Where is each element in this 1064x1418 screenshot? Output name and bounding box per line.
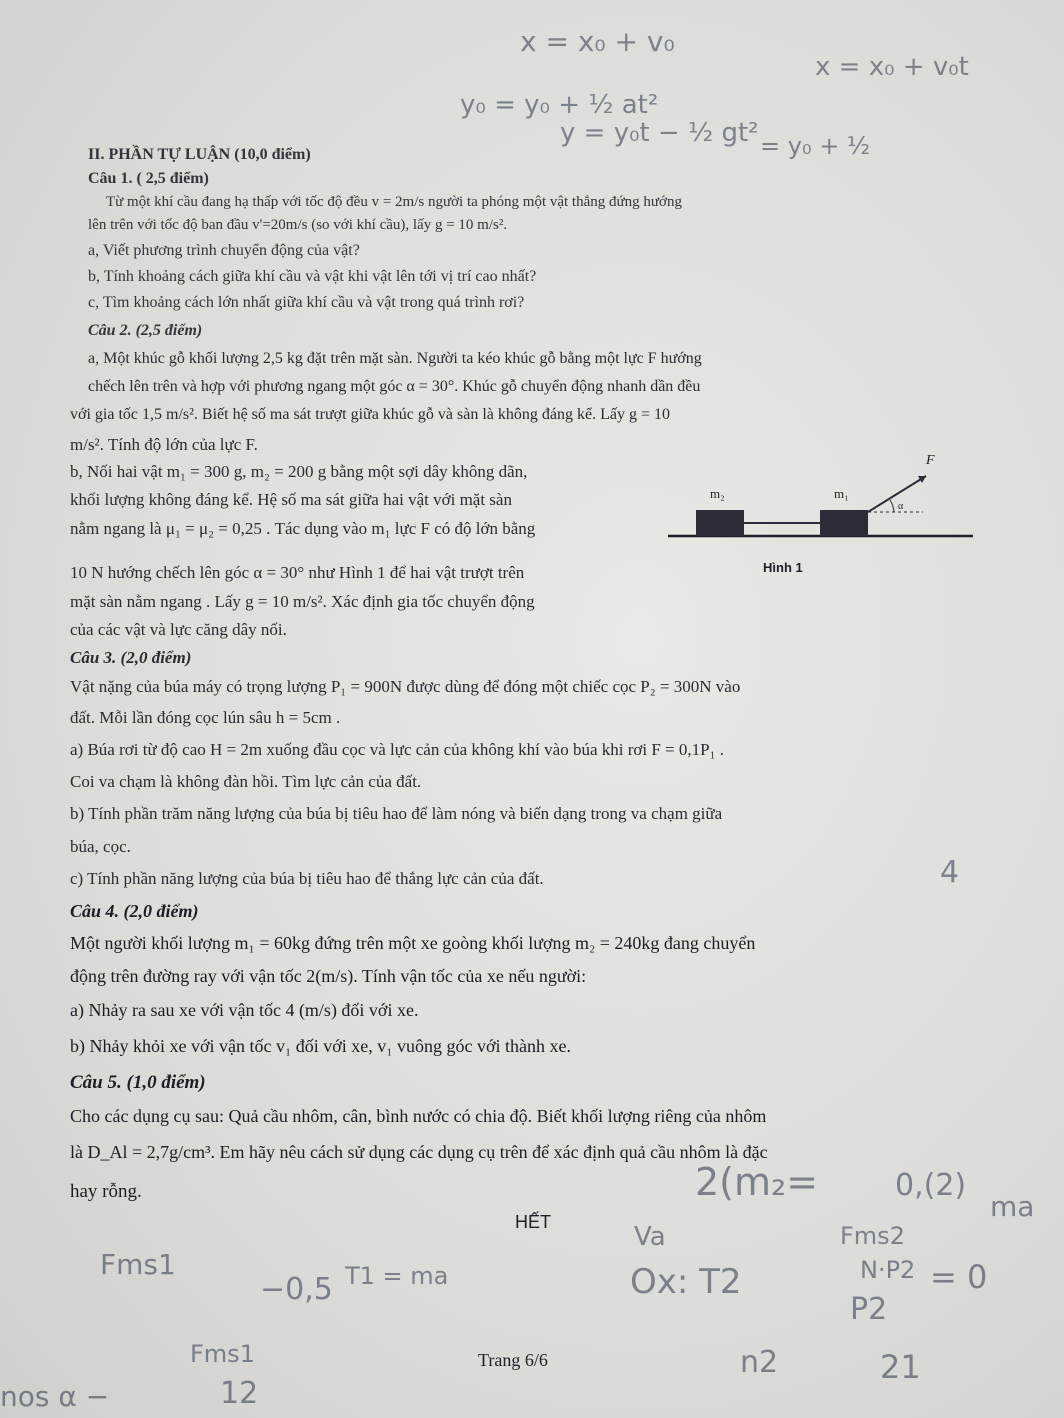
question-1-line: c, Tìm khoảng cách lớn nhất giữa khí cầu và vật trong quá trình rơi? (88, 294, 525, 311)
handwritten-note: 0,(2) (895, 1168, 967, 1203)
label-force: F (926, 453, 935, 468)
question-2-line: khối lượng không đáng kể. Hệ số ma sát giữa hai vật với mặt sàn (70, 490, 512, 509)
question-2-line: m/s². Tính độ lớn của lực F. (70, 435, 258, 454)
question-2-line: nằm ngang là μ₁ = μ₂ = 0,25 . Tác dụng vào m₁ lực F có độ lớn bằng (70, 519, 536, 538)
question-1-line: b, Tính khoảng cách giữa khí cầu và vật khi vật lên tới vị trí cao nhất? (88, 268, 537, 285)
question-2-line: a, Một khúc gỗ khối lượng 2,5 kg đặt trên mặt sàn. Người ta kéo khúc gỗ bằng một lực F hướng (88, 350, 702, 367)
figure-1-diagram (668, 450, 978, 580)
figure-1 (668, 450, 978, 580)
handwritten-note: ma (990, 1190, 1035, 1223)
question-4-line: a) Nhảy ra sau xe với vận tốc 4 (m/s) đối với xe. (70, 1000, 419, 1020)
section-title: II. PHẦN TỰ LUẬN (10,0 điểm) (88, 146, 311, 163)
block-m2 (696, 510, 744, 536)
question-3-line: c) Tính phần năng lượng của búa bị tiêu hao để thắng lực cản của đất. (70, 869, 544, 888)
question-3-line: b) Tính phần trăm năng lượng của búa bị tiêu hao để làm nóng và biến dạng trong va chạm giữa (70, 804, 723, 823)
block-m1 (820, 510, 868, 536)
page-footer: Trang 6/6 (478, 1350, 548, 1370)
handwritten-note: P2 (850, 1292, 888, 1327)
question-4-title: Câu 4. (2,0 điểm) (70, 901, 199, 921)
angle-arc (890, 500, 894, 512)
handwritten-note: x = x₀ + v₀ (520, 25, 675, 58)
question-4-line: động trên đường ray với vận tốc 2(m/s). Tính vận tốc của xe nếu người: (70, 966, 587, 986)
handwritten-note: nos α − (0, 1380, 110, 1413)
handwritten-note: T1 = ma (345, 1262, 449, 1290)
question-3-line: Coi va chạm là không đàn hồi. Tìm lực cản của đất. (70, 772, 422, 791)
handwritten-note: y = y₀t − ½ gt² (560, 118, 759, 148)
label-m1: m₁ (834, 486, 849, 501)
question-4-line: b) Nhảy khỏi xe với vận tốc v₁ đối với xe, v₁ vuông góc với thành xe. (70, 1036, 572, 1056)
handwritten-note: Ox: T2 (630, 1262, 742, 1302)
handwritten-note: 21 (880, 1348, 921, 1386)
question-1-line: lên trên với tốc độ ban đầu v'=20m/s (so với khí cầu), lấy g = 10 m/s². (88, 217, 508, 233)
handwritten-note: N·P2 (860, 1256, 916, 1284)
question-2-line: b, Nối hai vật m₁ = 300 g, m₂ = 200 g bằng một sợi dây không dãn, (70, 462, 528, 481)
force-arrow (868, 476, 926, 512)
handwritten-note: Fms1 (190, 1340, 255, 1368)
question-3-title: Câu 3. (2,0 điểm) (70, 648, 192, 667)
handwritten-note: = y₀ + ½ (760, 132, 871, 160)
question-2-line: 10 N hướng chếch lên góc α = 30° như Hình 1 để hai vật trượt trên (70, 563, 525, 582)
question-3-line: búa, cọc. (70, 837, 131, 856)
question-2-line: chếch lên trên và hợp với phương ngang một góc α = 30°. Khúc gỗ chuyển động nhanh dần đều (88, 378, 701, 395)
figure-caption: Hình 1 (763, 560, 803, 575)
question-1-title: Câu 1. ( 2,5 điểm) (88, 170, 209, 187)
handwritten-note: Fms2 (840, 1222, 905, 1250)
label-m2: m₂ (710, 486, 725, 501)
handwritten-note: −0,5 (260, 1272, 333, 1307)
handwritten-note: 2(m₂= (695, 1160, 819, 1204)
question-1-line: Từ một khí cầu đang hạ thấp với tốc độ đều v = 2m/s người ta phóng một vật thẳng đứng hướng (106, 194, 682, 210)
handwritten-note: 12 (220, 1376, 259, 1411)
question-5-line: là D_Al = 2,7g/cm³. Em hãy nêu cách sử dụng các dụng cụ trên để xác định quả cầu nhôm là đặc (70, 1142, 768, 1162)
question-2-title: Câu 2. (2,5 điểm) (88, 322, 203, 339)
handwritten-note: = 0 (930, 1258, 988, 1296)
question-5-title: Câu 5. (1,0 điểm) (70, 1072, 206, 1093)
label-angle: α (898, 501, 904, 512)
question-3-line: a) Búa rơi từ độ cao H = 2m xuống đầu cọc và lực cản của không khí vào búa khi rơi F = 0,1P₁ . (70, 740, 725, 759)
question-5-line: Cho các dụng cụ sau: Quả cầu nhôm, cân, bình nước có chia độ. Biết khối lượng riêng của nhôm (70, 1106, 767, 1126)
handwritten-note: n2 (740, 1345, 779, 1380)
handwritten-note: x = x₀ + v₀t (815, 52, 969, 82)
question-1-line: a, Viết phương trình chuyển động của vật? (88, 242, 360, 259)
question-3-line: đất. Mỗi lần đóng cọc lún sâu h = 5cm . (70, 708, 341, 727)
question-2-line: với gia tốc 1,5 m/s². Biết hệ số ma sát trượt giữa khúc gỗ và sàn là không đáng kể. Lấy g = 10 (70, 406, 670, 423)
handwritten-note: 4 (940, 855, 960, 890)
handwritten-note: Va (634, 1222, 666, 1252)
end-marker: HẾT (515, 1212, 551, 1232)
question-5-line: hay rỗng. (70, 1181, 142, 1202)
question-4-line: Một người khối lượng m₁ = 60kg đứng trên một xe goòng khối lượng m₂ = 240kg đang chuyển (70, 933, 756, 953)
question-2-line: mặt sàn nằm ngang . Lấy g = 10 m/s². Xác định gia tốc chuyển động (70, 592, 535, 611)
question-3-line: Vật nặng của búa máy có trọng lượng P₁ = 900N được dùng để đóng một chiếc cọc P₂ = 300N vào (70, 677, 741, 696)
handwritten-note: y₀ = y₀ + ½ at² (460, 90, 659, 120)
question-2-line: của các vật và lực căng dây nối. (70, 620, 287, 639)
handwritten-note: Fms1 (100, 1248, 176, 1281)
